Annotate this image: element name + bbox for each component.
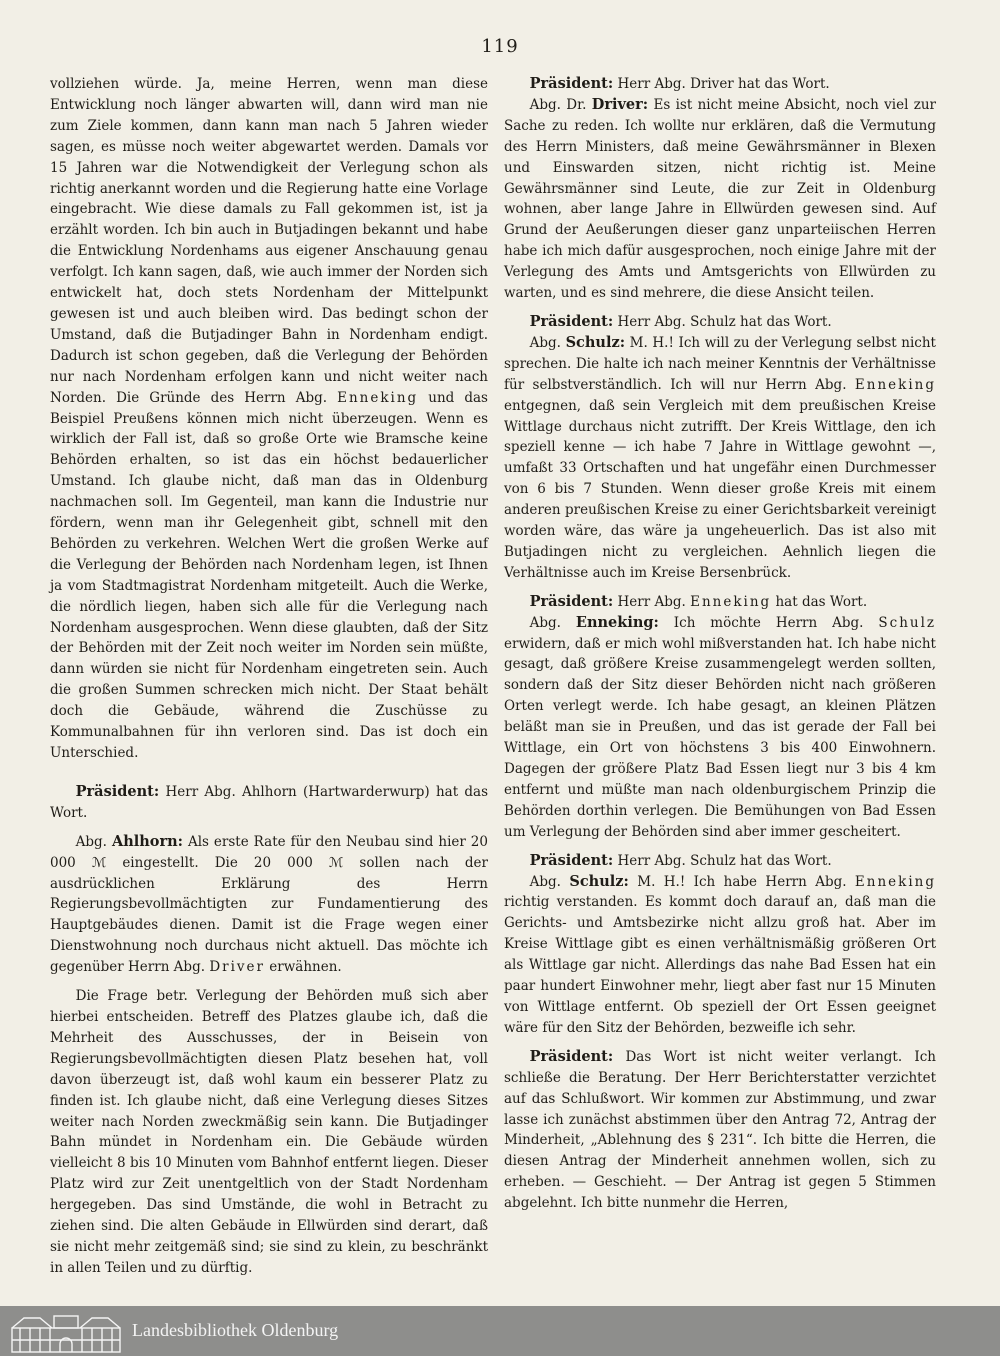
speaker-prefix: Abg. [529,873,561,890]
paragraph-text: Die Frage betr. Verlegung der Behörden muß sich aber hierbei entscheiden. Betreff des Platzes glaube ich, daß die Mehrheit des Ausschusses, der in Beisein von Regierungsbevollmächtigten diesen Platz besehen hat, voll davon überzeugt ist, daß wohl kaum ein besserer Platz zu finden ist. Ich glaube nicht, daß eine Verlegung dieses Sitzes weiter nach Norden zweckmäßig sein kann. Die Butjadinger Bahn mündet in Nordenham ein. Die Gebäude würden vielleicht 8 bis 10 Minuten vom Bahnhof entfernt liegen. Dieser Platz wird zur Zeit unentgeltlich von der Stadt Nordenham hergegeben. Das sind Umstände, die wohl in Betracht zu ziehen sind. Die alten Gebäude in Ellwürden sind derart, daß sie nicht mehr zeitgemäß sind; sie sind zu klein, zu beschränkt in allen Teilen und zu dürftig. [50,988,488,1276]
speaker-label: Schulz: [565,333,626,351]
library-name: Landesbibliothek Oldenburg [132,1320,339,1340]
speaker-label: Präsident: [529,1047,614,1065]
speech-driver [504,95,936,304]
paragraph-text: und das Beispiel Preußens können mich nicht überzeugen. Wenn es wirklich der Fall ist, daß so große Orte wie Bramsche keine Behörden erhalten, so ist das ein höchst bedauerlicher Umstand. Ich glaube nicht, daß man das in Oldenburg nachmachen soll. Im Gegenteil, man kann die Industrie nur fördern, wenn man ihr Gelegenheit gibt, schnell mit den Behörden zu verkehren. Welchen Wert die großen Werke auf die Verlegung der Behörden nach Nordenham legen, ist Ihnen ja vom Stadtmagistrat Nordenham mitgeteilt. Auch die Werke, die nördlich liegen, haben sich alle für die Verlegung nach Nordenham ausgesprochen. Wenn diese glaubten, daß der Sitz der Behörden mit der Zeit noch weiter im Norden sein müßte, dann würden sie nicht für Nordenham eingetreten sein. Auch die großen Summen schrecken mich nicht. Der Staat behält doch die Gebäude, während die Zuschüsse zu Kommunalbahnen für ihn verloren sind. Das ist doch ein Unterschied. [50,389,488,761]
speech-text: Herr Abg. Driver hat das Wort. [617,76,830,92]
person-name: Schulz [878,614,937,631]
person-name: Enneking [690,593,772,610]
speech-president [504,592,936,613]
speaker-prefix: Abg. [529,614,561,631]
speech-text: hat das Wort. [775,593,868,610]
speech-ahlhorn [50,832,488,978]
paragraph-text: vollziehen würde. Ja, meine Herren, wenn man diese Entwicklung noch länger abwarten will, dann wird man nie zum Ziele kommen, dann kann man nach 5 Jahren wieder sagen, es müsse noch weiter abgewartet werden. Damals vor 15 Jahren war die Notwendigkeit der Verlegung schon als richtig anerkannt worden und die Regierung hatte eine Vorlage eingebracht. Wie diese damals zu Fall gekommen ist, ist ja erzählt worden. Ich bin auch in Butjadingen bekannt und habe die Entwicklung Nordenhams aus eigener Anschauung genau verfolgt. Ich kann sagen, daß, wie auch immer der Norden sich entwickelt hat, doch stets Nordenham der Mittelpunkt gewesen ist und auch bleiben wird. Das bedingt schon der Umstand, daß die Butjadinger Bahn in Nordenham endigt. Dadurch ist schon gegeben, daß die Verlegung der Behörden nur nach Nordenham erfolgen kann und nicht weiter nach Norden. Die Gründe des Herrn Abg. [50,76,488,406]
paragraph [50,74,488,764]
speech-text: Herr Abg. Schulz hat das Wort. [617,313,832,330]
speaker-label: Driver: [591,95,649,113]
page-number: 119 [481,36,519,57]
speech-president [50,782,488,824]
speaker-prefix: Abg. [75,833,107,850]
library-building-icon [10,1314,122,1354]
speech-text: Ich möchte Herrn Abg. [673,614,864,631]
person-name: Enneking [337,389,419,406]
speech-schulz [504,333,936,584]
speech-text: erwidern, daß er mich wohl mißverstanden hat. Ich habe nicht gesagt, daß größere Kreise zusammengelegt werden sollten, sondern daß der Sitz dieser Behörden nicht nach größeren Orten verlegt werde. Ich habe gesagt, an kleinen Plätzen beläßt man sie in Preußen, und das ist gerade der Fall bei Wittlage, ein Ort von höchstens 3 bis 400 Einwohnern. Dagegen der größere Platz Bad Essen liegt nur 3 bis 4 km entfernt und müßte man nach oldenburgischem Prinzip die Behörden dorthin verlegen. Die Bemühungen von Bad Essen um Verlegung der Behörden sind aber immer gescheitert. [504,635,936,840]
speaker-label: Ahlhorn: [111,832,183,850]
speech-text: M. H.! Ich habe Herrn Abg. [637,873,847,890]
speech-schulz [504,872,936,1039]
right-column [504,74,936,1214]
speech-text: M. H.! Ich will zu der Verlegung selbst nicht sprechen. Die halte ich nach meiner Kenntnis der Verhältnisse für selbstverständlich. Ich will nur Herrn Abg. [504,334,936,393]
speech-text: Herr Abg. Ahlhorn (Hartwarderwurp) hat das Wort. [50,783,488,821]
speech-text: richtig verstanden. Es kommt doch darauf an, daß man die Gerichts- und Amtsbezirke nicht allzu groß hat. Aber im Kreise Wittlage gibt es einen verhältnismäßig größeren Ort als Wittlage gar nicht. Allerdings das nahe Bad Essen hat ein paar hundert Einwohner mehr, liegt aber fast nur 15 Minuten von Wittlage entfernt. Ob speziell der Ort Essen geeignet wäre für den Sitz der Behörden, bezweifle ich sehr. [504,894,936,1036]
speech-text: Herr Abg. [617,593,686,610]
speech-enneking [504,613,936,843]
speech-text: entgegnen, daß sein Vergleich mit dem preußischen Kreise Wittlage durchaus nicht zutrifft. Der Kreis Wittlage, den ich speziell kenne — ich habe 7 Jahre in Wittlage gewohnt —, umfaßt 33 Ortschaften und hat ungefähr einen Durchmesser von 6 bis 7 Stunden. Wenn dieser große Kreis mit einem anderen preußischen Kreise zu einer Gerichtsbarkeit vereinigt worden wäre, das wäre ja ungeheuerlich. Das ist also mit Butjadingen nicht zu vergleichen. Aehnlich liegen die Verhältnisse auch im Kreise Bersenbrück. [504,397,936,581]
speaker-prefix: Abg. [529,334,561,351]
speech-text: Herr Abg. Schulz hat das Wort. [617,852,832,869]
left-column [50,74,488,1279]
speaker-label: Schulz: [569,872,629,890]
speaker-label: Präsident: [529,312,614,330]
speaker-label: Präsident: [529,75,614,92]
speaker-prefix: Abg. Dr. [529,96,587,113]
speech-text: erwähnen. [269,959,342,976]
speaker-label: Präsident: [529,592,614,610]
speech-president [504,851,936,872]
speech-president [504,312,936,333]
speaker-label: Präsident: [529,851,614,869]
speech-president [504,1047,936,1214]
person-name: Enneking [854,376,936,393]
paragraph [50,986,488,1279]
speech-text: Das Wort ist nicht weiter verlangt. Ich schließe die Beratung. Der Herr Berichterstatter verzichtet auf das Schlußwort. Wir kommen zur Abstimmung, und zwar lasse ich zunächst abstimmen über den Antrag 72, Antrag der Minderheit, „Ablehnung des § 231“. Ich bitte die Herren, die diesen Antrag der Minderheit annehmen wollen, sich zu erheben. — Geschieht. — Der Antrag ist gegen 5 Stimmen abgelehnt. Ich bitte nunmehr die Herren, [504,1048,936,1212]
speech-text: Als erste Rate für den Neubau sind hier 20 000 ℳ eingestellt. Die 20 000 ℳ sollen nach der ausdrücklichen Erklärung des Herrn Regierungsbevollmächtigten zur Fundamentierung des Hauptgebäudes dienen. Damit ist die Frage wegen einer Dienstwohnung noch durchaus nicht aktuell. Das möchte ich gegenüber Herrn Abg. [50,833,488,976]
speech-text: Es ist nicht meine Absicht, noch viel zur Sache zu reden. Ich wollte nur erklären, daß die Vermutung des Herrn Ministers, daß meine Gewährsmänner in Blexen und Einswarden sitzen, nicht richtig ist. Meine Gewährsmänner sind Leute, die zur Zeit in Oldenburg wohnen, aber lange Jahre in Ellwürden gewesen sind. Auf Grund der Aeußerungen dieser ganz unparteiischen Herren habe ich mich dafür ausgesprochen, noch einige Jahre mit der Verlegung des Amts und Amtsgerichts von Ellwürden zu warten, und es sind mehrere, die diese Ansicht teilen. [504,96,936,302]
speaker-label: Enneking: [575,613,659,631]
speaker-label: Präsident: [75,782,160,800]
person-name: Enneking [854,873,936,890]
speech-president [504,74,936,95]
library-footer [0,1306,1000,1356]
person-name: Driver [209,959,265,976]
